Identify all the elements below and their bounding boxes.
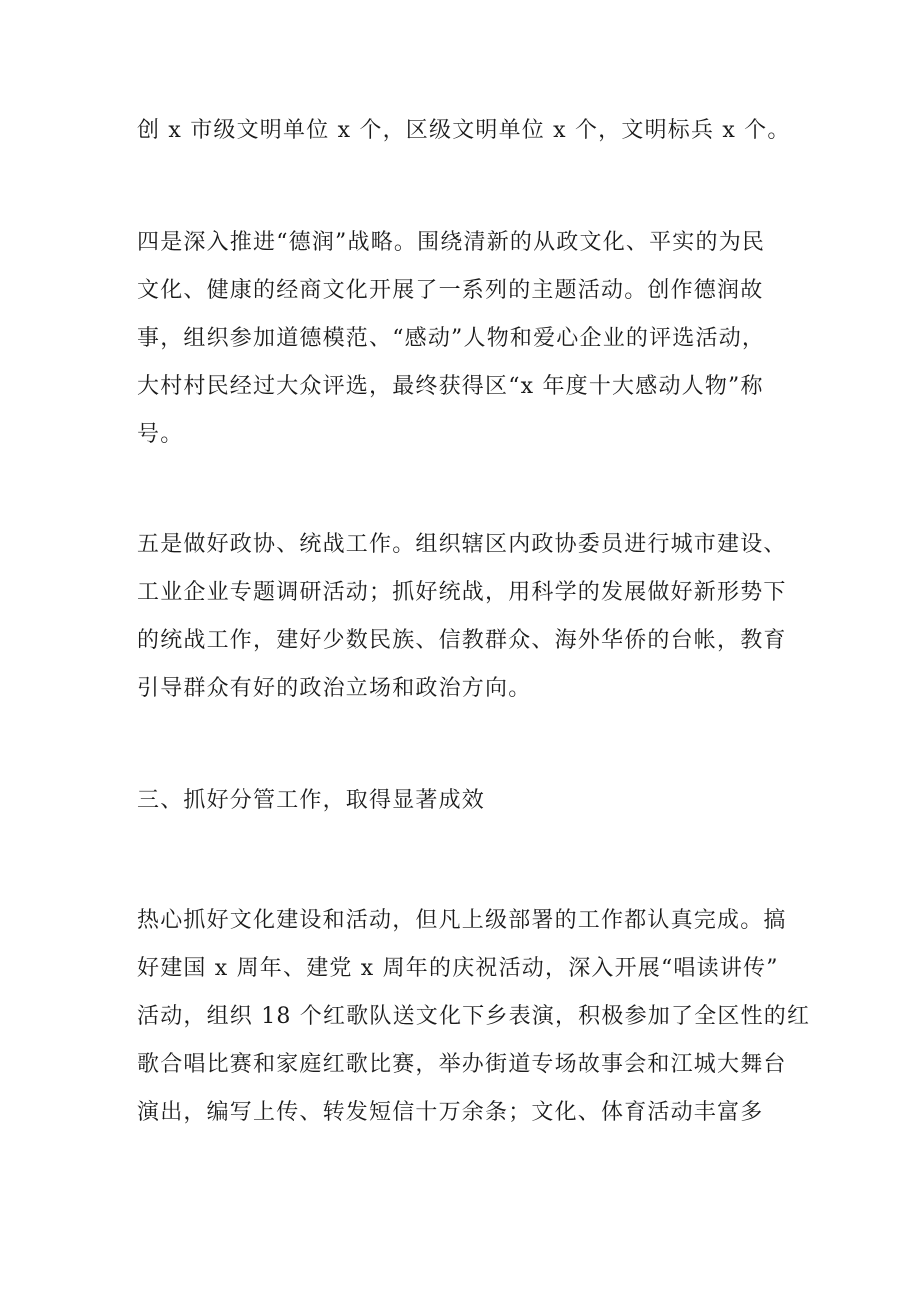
paragraph-2-line-1: 四是深入推进“德润”战略。围绕清新的从政文化、平实的为民 [137,230,766,255]
paragraph-3-line-1: 五是做好政协、统战工作。组织辖区内政协委员进行城市建设、 [137,532,787,557]
paragraph-2-line-2: 文化、健康的经商文化开展了一系列的主题活动。创作德润故 [137,278,764,303]
paragraph-3-line-2: 工业企业专题调研活动；抓好统战，用科学的发展做好新形势下 [137,580,787,605]
paragraph-4-line-4: 歌合唱比赛和家庭红歌比赛，举办街道专场故事会和江城大舞台 [137,1052,787,1077]
paragraph-3-line-3: 的统战工作，建好少数民族、信教群众、海外华侨的台帐，教育 [137,628,787,653]
paragraph-3-line-4: 引导群众有好的政治立场和政治方向。 [137,676,532,701]
paragraph-2-line-3: 事，组织参加道德模范、“感动”人物和爱心企业的评选活动， [137,326,766,351]
section-heading: 三、抓好分管工作，取得显著成效 [137,788,486,813]
paragraph-4-line-2: 好建国 x 周年、建党 x 周年的庆祝活动，深入开展“唱读讲传” [137,956,779,981]
paragraph-4-line-3: 活动，组织 18 个红歌队送文化下乡表演，积极参加了全区性的红 [137,1004,811,1029]
paragraph-2-line-4: 大村村民经过大众评选，最终获得区“x 年度十大感动人物”称 [137,374,764,399]
paragraph-4-line-1: 热心抓好文化建设和活动，但凡上级部署的工作都认真完成。搞 [137,908,787,933]
paragraph-4-line-5: 演出，编写上传、转发短信十万余条；文化、体育活动丰富多 [137,1100,764,1125]
paragraph-1-line-1: 创 x 市级文明单位 x 个，区级文明单位 x 个，文明标兵 x 个。 [137,118,791,143]
paragraph-2-line-5: 号。 [137,422,184,447]
